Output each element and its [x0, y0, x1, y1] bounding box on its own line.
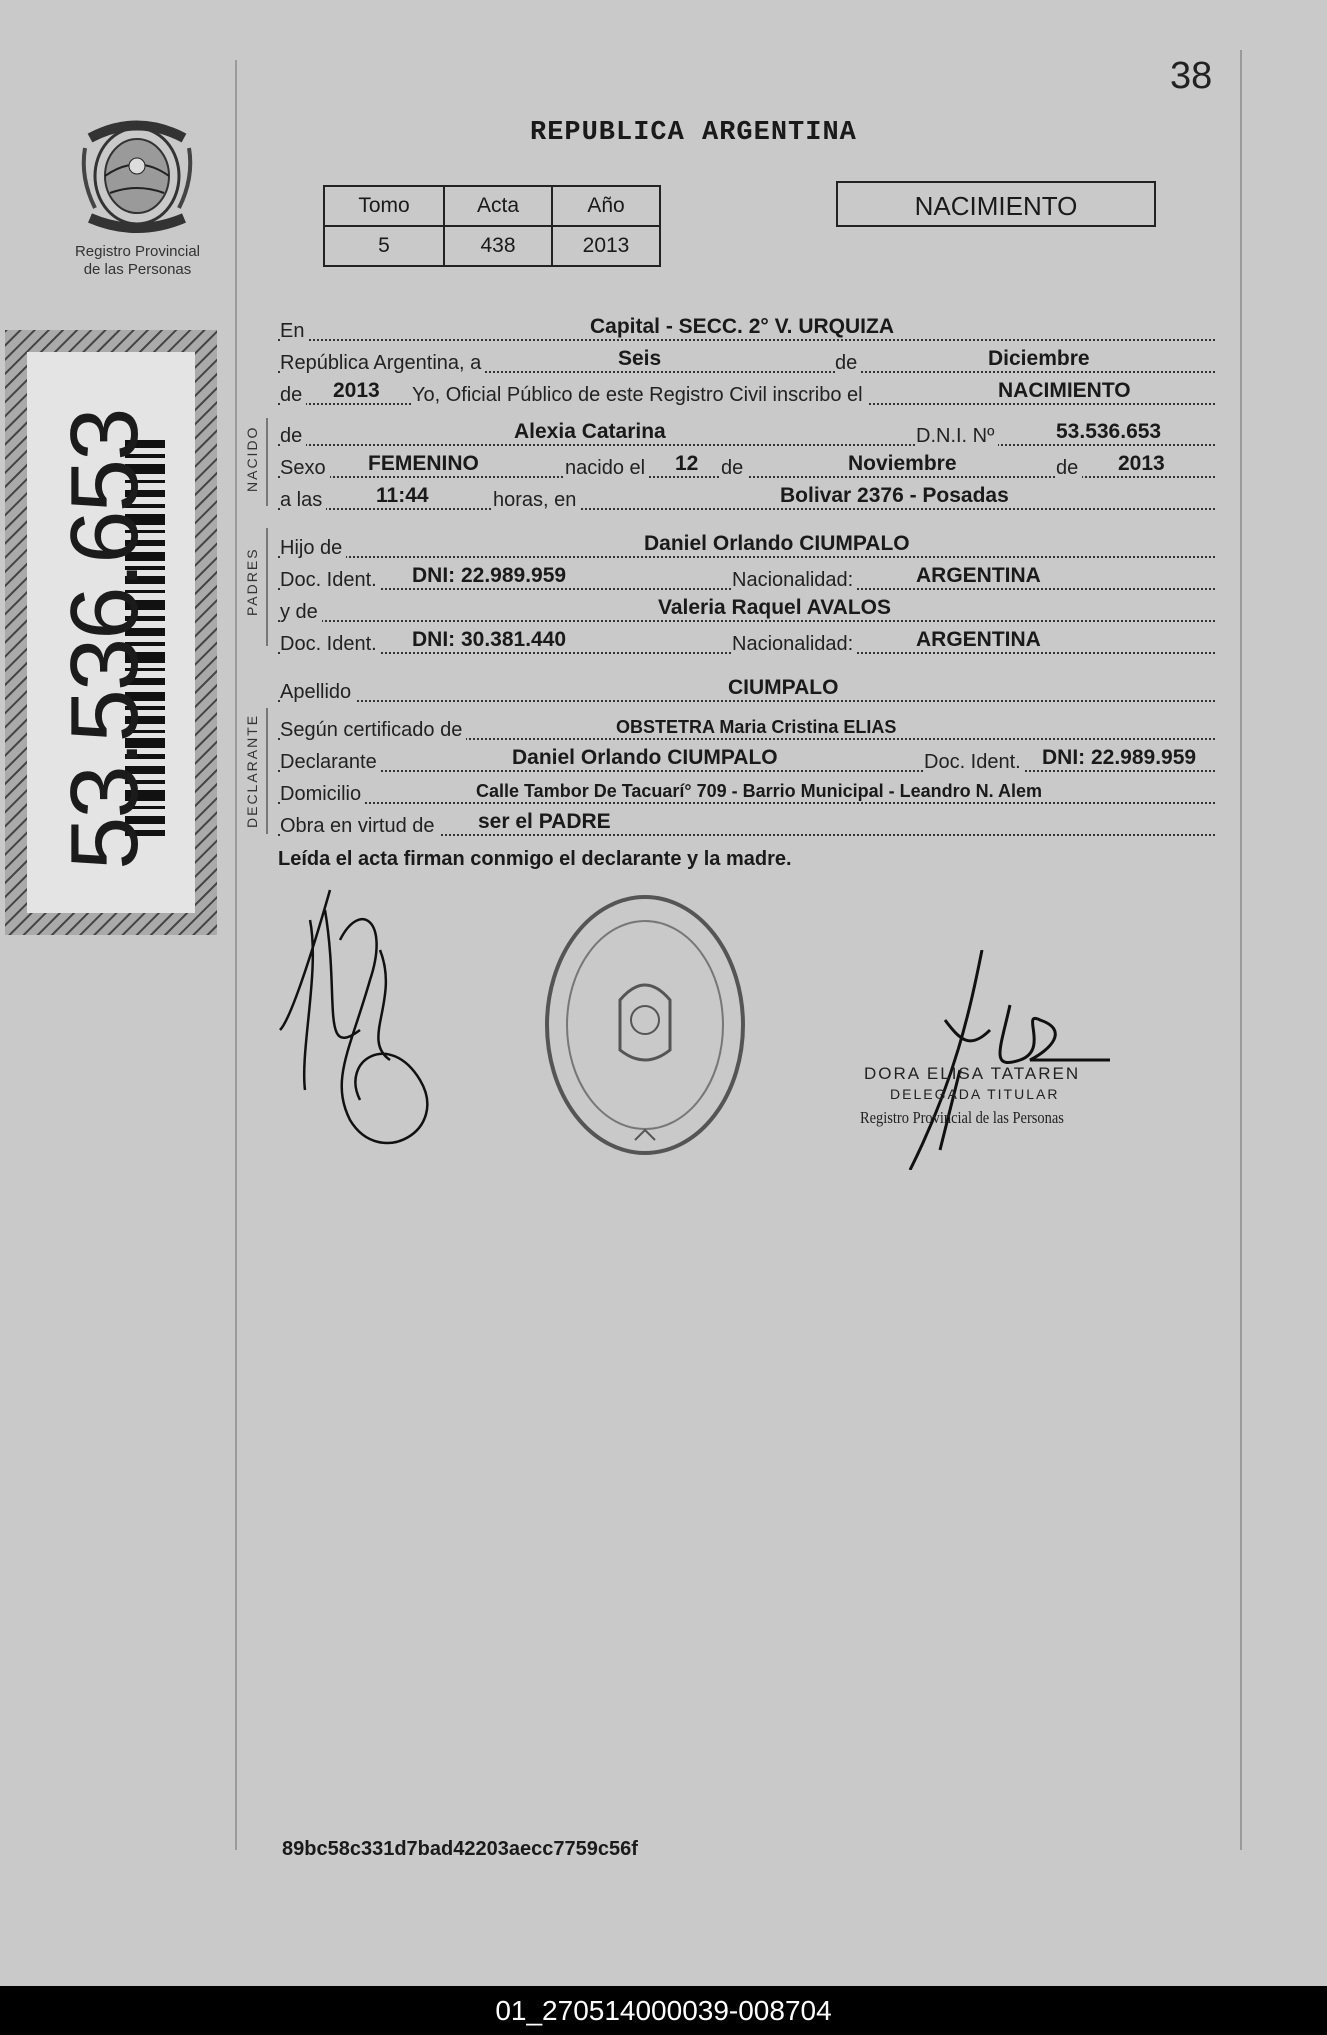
coat-of-arms-icon	[60, 108, 215, 238]
value-nac-padre: ARGENTINA	[916, 564, 1041, 587]
label-doc-madre: Doc. Ident.	[280, 633, 381, 656]
value-anio: 2013	[552, 226, 660, 266]
value-obra: ser el PADRE	[478, 810, 611, 833]
line-declarante	[278, 742, 1215, 772]
closing-statement: Leída el acta firman conmigo el declarante y la madre.	[278, 848, 792, 870]
line-certificado	[278, 710, 1215, 740]
left-margin-line	[235, 60, 237, 1850]
label-y-de: y de	[280, 601, 322, 624]
footer-id: 01_270514000039-008704	[0, 1986, 1327, 2035]
bracket-nacido	[266, 418, 268, 506]
logo-caption-line2: de las Personas	[83, 261, 192, 278]
declarant-signature	[270, 880, 470, 1170]
line-apellido	[278, 672, 1215, 702]
label-declarante: Declarante	[280, 751, 381, 774]
value-en: Capital - SECC. 2° V. URQUIZA	[590, 315, 895, 338]
value-nac-madre: ARGENTINA	[916, 628, 1041, 651]
label-republica: República Argentina, a	[280, 352, 485, 375]
value-dni: 53.536.653	[1056, 420, 1162, 443]
bracket-padres	[266, 528, 268, 646]
line-republica	[278, 343, 1215, 373]
right-margin-line	[1240, 50, 1242, 1850]
line-doc-padre	[278, 560, 1215, 590]
line-obra	[278, 806, 1215, 836]
official-title: DELEGADA TITULAR	[890, 1086, 1060, 1102]
line-de-year	[278, 375, 1215, 405]
official-name: DORA ELISA TATAREN	[864, 1064, 1081, 1083]
header-tomo: Tomo	[324, 186, 444, 226]
line-name	[278, 416, 1215, 446]
value-nacimiento: NACIMIENTO	[998, 379, 1131, 402]
value-doc-declarante: DNI: 22.989.959	[1042, 746, 1197, 769]
official-office: Registro Provincial de las Personas	[860, 1108, 1064, 1127]
value-hora: 11:44	[376, 484, 429, 507]
barcode-number: 53.536.653	[51, 409, 158, 870]
line-sexo	[278, 448, 1215, 478]
header-acta: Acta	[444, 186, 552, 226]
value-name: Alexia Catarina	[514, 420, 666, 443]
value-mes-nac: Noviembre	[848, 452, 957, 475]
label-domicilio: Domicilio	[280, 783, 365, 806]
label-dni: D.N.I. Nº	[916, 425, 998, 448]
line-en	[278, 311, 1215, 341]
value-anio-nac: 2013	[1118, 452, 1165, 475]
text-oficial: Yo, Oficial Público de este Registro Civil inscribo el	[412, 384, 867, 407]
page-number: 38	[1170, 55, 1213, 97]
country-title: REPUBLICA ARGENTINA	[530, 118, 857, 148]
value-sexo: FEMENINO	[368, 452, 479, 475]
value-certificado: OBSTETRA Maria Cristina ELIAS	[616, 717, 897, 737]
label-nacido: nacido el	[565, 457, 649, 480]
label-nac-padre: Nacionalidad:	[732, 569, 857, 592]
value-doc-madre: DNI: 30.381.440	[412, 628, 567, 651]
label-de-anio-nac: de	[1056, 457, 1082, 480]
label-de-mes: de	[835, 352, 861, 375]
value-doc-padre: DNI: 22.989.959	[412, 564, 567, 587]
line-doc-madre	[278, 624, 1215, 654]
label-de-year: de	[280, 384, 306, 407]
value-lugar: Bolivar 2376 - Posadas	[780, 484, 1009, 507]
line-hora	[278, 480, 1215, 510]
value-dia: Seis	[618, 347, 662, 370]
label-certificado: Según certificado de	[280, 719, 466, 742]
value-tomo: 5	[324, 226, 444, 266]
label-a-las: a las	[280, 489, 326, 512]
bracket-declarante	[266, 708, 268, 834]
label-apellido: Apellido	[280, 681, 355, 704]
side-label-declarante: DECLARANTE	[244, 713, 260, 828]
label-sexo: Sexo	[280, 457, 330, 480]
value-apellido: CIUMPALO	[728, 676, 839, 699]
registry-table	[323, 185, 661, 267]
label-doc-padre: Doc. Ident.	[280, 569, 381, 592]
record-type-box: NACIMIENTO	[836, 181, 1156, 227]
registry-table-value-row	[324, 226, 660, 266]
side-label-padres: PADRES	[244, 547, 260, 616]
logo-caption-line1: Registro Provincial	[74, 243, 201, 260]
registry-logo	[60, 108, 215, 279]
label-horas-en: horas, en	[493, 489, 580, 512]
label-de-mes-nac: de	[721, 457, 747, 480]
label-obra: Obra en virtud de	[280, 815, 439, 838]
header-anio: Año	[552, 186, 660, 226]
line-domicilio	[278, 774, 1215, 804]
value-padre: Daniel Orlando CIUMPALO	[644, 532, 910, 555]
label-doc-declarante: Doc. Ident.	[924, 751, 1025, 774]
label-hijo: Hijo de	[280, 537, 346, 560]
registry-table-header-row	[324, 186, 660, 226]
value-dia-nac: 12	[675, 452, 699, 475]
side-label-nacido: NACIDO	[244, 425, 260, 492]
official-seal	[540, 890, 750, 1160]
label-en: En	[280, 320, 308, 343]
value-year: 2013	[333, 379, 380, 402]
value-domicilio: Calle Tambor De Tacuarí° 709 - Barrio Municipal - Leandro N. Alem	[476, 781, 1042, 801]
value-acta: 438	[444, 226, 552, 266]
document-hash: 89bc58c331d7bad42203aecc7759c56f	[282, 1838, 638, 1860]
value-declarante: Daniel Orlando CIUMPALO	[512, 746, 778, 769]
registrar-signature	[900, 950, 1130, 1170]
line-madre	[278, 592, 1215, 622]
value-mes: Diciembre	[988, 347, 1090, 370]
line-hijo	[278, 528, 1215, 558]
value-madre: Valeria Raquel AVALOS	[658, 596, 892, 619]
label-nac-madre: Nacionalidad:	[732, 633, 857, 656]
label-de-name: de	[280, 425, 306, 448]
